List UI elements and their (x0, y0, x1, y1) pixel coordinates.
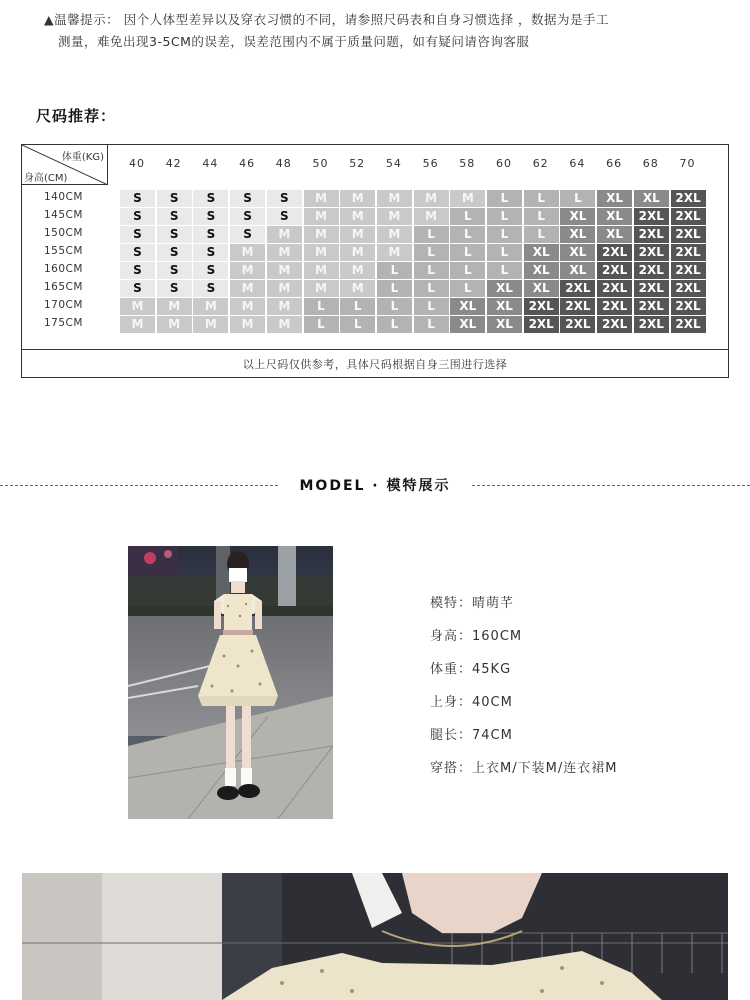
height-header-150cm: 150CM (44, 227, 83, 239)
size-cell: 2XL (634, 298, 669, 315)
weight-header-46: 46 (239, 157, 256, 170)
size-cell: M (230, 298, 265, 315)
size-cell: 2XL (634, 244, 669, 261)
height-header-175cm: 175CM (44, 317, 83, 329)
size-cell: L (414, 244, 449, 261)
size-cell: 2XL (560, 280, 595, 297)
size-cell: M (120, 316, 155, 333)
size-cell: L (377, 262, 412, 279)
size-cell: L (340, 298, 375, 315)
size-cell: L (304, 298, 339, 315)
size-cell: M (340, 226, 375, 243)
weight-header-60: 60 (496, 157, 512, 170)
weight-header-54: 54 (385, 157, 402, 170)
size-cell: L (414, 298, 449, 315)
size-cell: L (487, 262, 522, 279)
size-cell: 2XL (671, 208, 706, 225)
size-cell: XL (597, 208, 632, 225)
size-cell: S (193, 226, 228, 243)
size-cell: M (377, 226, 412, 243)
size-cell: XL (487, 316, 522, 333)
outfit-closeup-photo (22, 873, 728, 1000)
size-cell: 2XL (597, 280, 632, 297)
size-cell: 2XL (671, 298, 706, 315)
size-cell: XL (487, 280, 522, 297)
size-cell: S (193, 244, 228, 261)
model-info-item: 模特：晴萌芊 (430, 596, 515, 611)
size-cell: M (267, 244, 302, 261)
size-cell: XL (560, 226, 595, 243)
size-cell: S (120, 262, 155, 279)
size-cell: 2XL (634, 280, 669, 297)
size-cell: L (487, 244, 522, 261)
height-header-170cm: 170CM (44, 299, 83, 311)
size-cell: S (230, 190, 265, 207)
size-cell: M (340, 262, 375, 279)
size-cell: S (157, 208, 192, 225)
size-cell: 2XL (671, 226, 706, 243)
size-cell: M (157, 298, 192, 315)
size-cell: S (120, 244, 155, 261)
size-cell: 2XL (671, 262, 706, 279)
size-cell: L (524, 190, 559, 207)
size-cell: M (267, 226, 302, 243)
size-cell: M (414, 208, 449, 225)
height-header-140cm: 140CM (44, 191, 83, 203)
size-cell: M (377, 244, 412, 261)
size-cell: L (304, 316, 339, 333)
size-cell: 2XL (597, 298, 632, 315)
size-cell: L (450, 226, 485, 243)
size-cell: S (157, 280, 192, 297)
size-cell: XL (634, 190, 669, 207)
size-cell: M (304, 190, 339, 207)
size-cell: L (414, 316, 449, 333)
weight-header-62: 62 (532, 157, 549, 170)
size-cell: S (120, 226, 155, 243)
size-cell: 2XL (597, 244, 632, 261)
size-recommend-title: 尺码推荐： (36, 107, 117, 125)
size-chart-divider (22, 349, 728, 350)
weight-header-64: 64 (569, 157, 586, 170)
size-chart (21, 144, 729, 378)
height-header-160cm: 160CM (44, 263, 83, 275)
size-cell: XL (450, 298, 485, 315)
size-cell: S (193, 208, 228, 225)
size-cell: L (450, 262, 485, 279)
size-cell: M (120, 298, 155, 315)
model-info-item: 体重：45KG (430, 662, 512, 677)
weight-header-66: 66 (606, 157, 623, 170)
size-chart-footnote: 以上尺码仅供参考，具体尺码根据自身三围进行选择 (242, 358, 508, 371)
model-info-item: 腿长：74CM (430, 728, 513, 743)
size-cell: M (193, 298, 228, 315)
size-cell: L (524, 208, 559, 225)
size-cell: L (377, 280, 412, 297)
size-cell: S (230, 226, 265, 243)
size-cell: S (157, 190, 192, 207)
size-cell: 2XL (671, 190, 706, 207)
size-cell: S (120, 190, 155, 207)
size-cell: 2XL (524, 316, 559, 333)
dashed-divider-left (0, 485, 278, 486)
size-cell: S (230, 208, 265, 225)
notice-line-2: 测量，难免出现3-5CM的误差，误差范围内不属于质量问题，如有疑问请咨询客服 (58, 34, 530, 49)
weight-header-40: 40 (129, 157, 145, 170)
weight-header-68: 68 (642, 157, 659, 170)
size-cell: L (560, 190, 595, 207)
notice-line-1: ▲温馨提示： 因个人体型差异以及穿衣习惯的不同，请参照尺码表和自身习惯选择 ，数据为是手工 (44, 12, 610, 27)
weight-header-58: 58 (459, 157, 476, 170)
weight-header-44: 44 (202, 157, 219, 170)
size-cell: L (450, 208, 485, 225)
model-section-header (0, 475, 750, 495)
size-cell: XL (487, 298, 522, 315)
size-cell: M (230, 316, 265, 333)
size-cell: M (340, 208, 375, 225)
size-cell: 2XL (671, 316, 706, 333)
weight-header-42: 42 (165, 157, 182, 170)
size-cell: XL (560, 262, 595, 279)
size-cell: L (487, 190, 522, 207)
size-cell: 2XL (634, 226, 669, 243)
size-cell: S (120, 280, 155, 297)
weight-header-56: 56 (422, 157, 439, 170)
size-cell: L (377, 298, 412, 315)
size-cell: M (340, 244, 375, 261)
size-cell: XL (560, 208, 595, 225)
weight-header-50: 50 (312, 157, 329, 170)
size-cell: L (377, 316, 412, 333)
size-cell: M (267, 280, 302, 297)
size-cell: S (157, 244, 192, 261)
size-cell: XL (524, 244, 559, 261)
size-cell: XL (524, 262, 559, 279)
size-cell: L (414, 280, 449, 297)
size-cell: 2XL (671, 244, 706, 261)
size-cell: M (267, 262, 302, 279)
size-cell: M (193, 316, 228, 333)
size-cell: M (230, 262, 265, 279)
size-cell: M (267, 316, 302, 333)
size-cell: M (414, 190, 449, 207)
size-cell: L (450, 280, 485, 297)
model-info-item: 穿搭：上衣M/下装M/连衣裙M (430, 761, 618, 776)
size-cell: M (377, 208, 412, 225)
size-cell: S (193, 262, 228, 279)
size-cell: 2XL (634, 316, 669, 333)
size-cell: 2XL (634, 208, 669, 225)
size-cell: L (340, 316, 375, 333)
size-cell: M (340, 280, 375, 297)
size-cell: M (304, 244, 339, 261)
weight-axis-label: 体重(KG) (61, 152, 104, 163)
size-cell: L (487, 226, 522, 243)
size-cell: M (304, 226, 339, 243)
size-cell: 2XL (597, 262, 632, 279)
size-cell: L (450, 244, 485, 261)
size-chart-corner-header (22, 145, 108, 185)
size-cell: M (304, 280, 339, 297)
size-cell: 2XL (597, 316, 632, 333)
weight-header-70: 70 (679, 157, 696, 170)
size-cell: M (230, 244, 265, 261)
size-cell: XL (450, 316, 485, 333)
size-cell: M (340, 190, 375, 207)
size-cell: S (193, 280, 228, 297)
size-cell: L (487, 208, 522, 225)
size-cell: M (304, 262, 339, 279)
size-cell: S (267, 190, 302, 207)
size-cell: L (414, 262, 449, 279)
size-cell: 2XL (560, 298, 595, 315)
height-header-165cm: 165CM (44, 281, 83, 293)
size-cell: M (377, 190, 412, 207)
height-axis-label: 身高(CM) (24, 173, 68, 184)
size-notice (44, 9, 724, 53)
model-photo (128, 546, 333, 819)
weight-header-52: 52 (349, 157, 366, 170)
size-cell: XL (560, 244, 595, 261)
size-cell: XL (524, 280, 559, 297)
size-cell: S (193, 190, 228, 207)
size-cell: M (157, 316, 192, 333)
size-cell: S (157, 226, 192, 243)
size-cell: M (267, 298, 302, 315)
size-cell: XL (597, 190, 632, 207)
size-cell: M (304, 208, 339, 225)
model-info-item: 身高：160CM (430, 629, 523, 644)
model-section-title: MODEL · 模特展示 (299, 478, 451, 494)
size-cell: M (230, 280, 265, 297)
size-cell: 2XL (634, 262, 669, 279)
size-cell: M (450, 190, 485, 207)
size-cell: 2XL (560, 316, 595, 333)
dashed-divider-right (472, 485, 750, 486)
size-cell: 2XL (524, 298, 559, 315)
size-cell: S (120, 208, 155, 225)
weight-header-48: 48 (275, 157, 292, 170)
model-info-item: 上身：40CM (430, 695, 513, 710)
height-header-145cm: 145CM (44, 209, 83, 221)
size-cell: XL (597, 226, 632, 243)
size-cell: S (267, 208, 302, 225)
height-header-155cm: 155CM (44, 245, 83, 257)
size-cell: S (157, 262, 192, 279)
size-cell: L (414, 226, 449, 243)
size-cell: L (524, 226, 559, 243)
size-cell: 2XL (671, 280, 706, 297)
